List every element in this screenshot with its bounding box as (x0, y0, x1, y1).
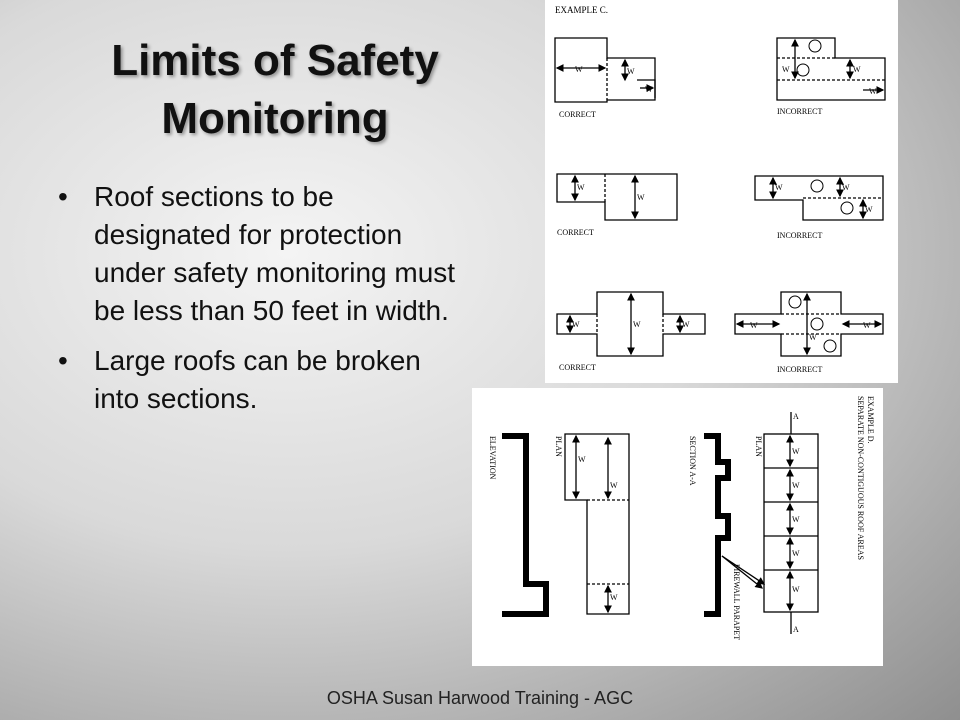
w-label: W (610, 481, 618, 490)
bullet-text: Roof sections to be designated for protection under safety monitoring must be less than 50 feet in width. (94, 181, 456, 326)
bullet-item (58, 178, 458, 330)
correct-label: CORRECT (559, 363, 596, 372)
title-line-2: Monitoring (161, 94, 389, 143)
example-d-svg (472, 388, 883, 666)
bullet-icon: • (58, 345, 68, 376)
w-label: W (865, 205, 873, 214)
w-label: W (863, 321, 871, 330)
plan-label: PLAN (754, 436, 763, 457)
w-label: W (578, 455, 586, 464)
incorrect-label: INCORRECT (777, 107, 823, 116)
w-label: W (792, 585, 800, 594)
example-c-diagram (545, 0, 898, 383)
correct-label: CORRECT (557, 228, 594, 237)
w-label: W (792, 515, 800, 524)
firewall-label: FIREWALL PARAPET (732, 564, 741, 641)
w-label: W (750, 321, 758, 330)
w-label: W (869, 87, 877, 96)
plan-label: PLAN (554, 436, 563, 457)
w-label: W (637, 193, 645, 202)
w-label: W (792, 481, 800, 490)
w-label: W (627, 67, 635, 76)
w-label: W (842, 183, 850, 192)
bullet-item (58, 342, 458, 418)
slide-title (40, 32, 510, 148)
w-label: W (577, 183, 585, 192)
w-label: W (682, 320, 690, 329)
slide-footer: OSHA Susan Harwood Training - AGC (326, 688, 634, 708)
section-marker-a: A (793, 625, 799, 634)
correct-label: CORRECT (559, 110, 596, 119)
bullet-text: Large roofs can be broken into sections. (94, 345, 421, 414)
w-label: W (610, 593, 618, 602)
w-label: W (792, 549, 800, 558)
w-label: W (572, 320, 580, 329)
w-label: W (633, 320, 641, 329)
w-label: W (575, 65, 583, 74)
incorrect-label: INCORRECT (777, 365, 823, 374)
w-label: W (809, 333, 817, 342)
bullet-icon: • (58, 181, 68, 212)
w-label: W (792, 447, 800, 456)
section-label: SECTION A-A (688, 436, 697, 486)
w-label: W (782, 65, 790, 74)
incorrect-label: INCORRECT (777, 231, 823, 240)
elevation-label: ELEVATION (488, 436, 497, 480)
example-c-heading: EXAMPLE C. (555, 5, 609, 15)
w-label: W (645, 85, 653, 94)
example-d-subheading: SEPARATE NON-CONTIGUOUS ROOF AREAS (856, 396, 865, 560)
bullet-list (58, 178, 458, 430)
title-line-1: Limits of Safety (111, 36, 439, 85)
example-d-heading: EXAMPLE D. (866, 396, 875, 444)
example-c-svg (545, 0, 898, 383)
w-label: W (853, 65, 861, 74)
w-label: W (775, 183, 783, 192)
section-marker-a: A (793, 412, 799, 421)
example-d-diagram (472, 388, 883, 666)
